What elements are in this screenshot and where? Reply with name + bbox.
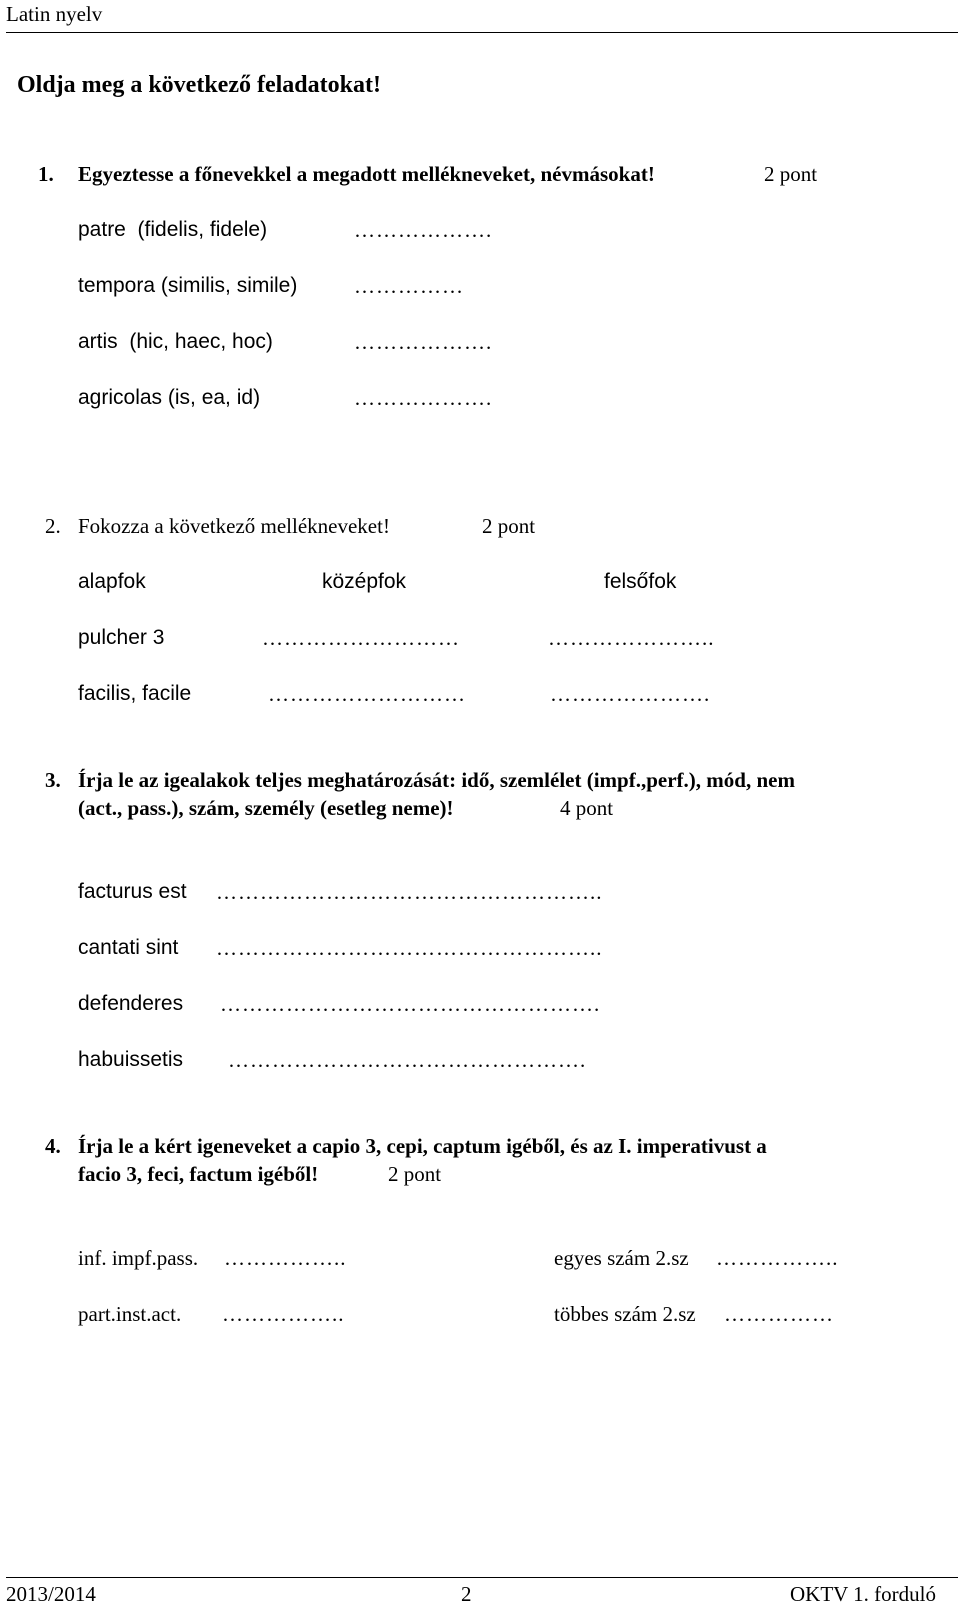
q2-superlative-blank[interactable]: ………………….. xyxy=(548,626,715,650)
q1-row-label: patre (fidelis, fidele) xyxy=(78,218,268,241)
column-header-kozepfok: középfok xyxy=(322,570,407,593)
question-3-points: 4 pont xyxy=(560,796,614,820)
question-1-text: Egyeztesse a főnevekkel a megadott mellékneveket, névmásokat! xyxy=(78,162,655,186)
question-2-points: 2 pont xyxy=(482,514,536,538)
question-1-number: 1. xyxy=(38,162,54,186)
question-4-number: 4. xyxy=(45,1134,61,1158)
q3-row-label: facturus est xyxy=(78,880,187,903)
q2-row-label: facilis, facile xyxy=(78,682,192,705)
question-1-points: 2 pont xyxy=(764,162,818,186)
header-rule xyxy=(6,32,958,33)
q1-answer-blank[interactable]: ………………. xyxy=(354,218,493,242)
q4-right-label: többes szám 2.sz xyxy=(554,1302,696,1326)
page-title: Oldja meg a következő feladatokat! xyxy=(17,72,381,98)
column-header-alapfok: alapfok xyxy=(78,570,146,593)
q3-row-label: habuissetis xyxy=(78,1048,184,1071)
q2-superlative-blank[interactable]: …………………. xyxy=(550,682,711,706)
q3-row-label: cantati sint xyxy=(78,936,179,959)
q1-answer-blank[interactable]: ………………. xyxy=(354,386,493,410)
q4-right-blank[interactable]: …………… xyxy=(724,1302,834,1326)
q4-left-blank[interactable]: …………….. xyxy=(222,1302,345,1326)
footer-competition: OKTV 1. forduló xyxy=(789,1582,936,1606)
question-2-text: Fokozza a következő mellékneveket! xyxy=(78,514,390,538)
footer-rule xyxy=(6,1577,958,1578)
q3-answer-blank[interactable]: …………………………………………….. xyxy=(216,880,603,904)
q4-left-label: inf. impf.pass. xyxy=(78,1246,199,1270)
q2-row-label: pulcher 3 xyxy=(78,626,165,649)
q1-row-label: agricolas (is, ea, id) xyxy=(78,386,261,409)
footer-year: 2013/2014 xyxy=(6,1582,96,1606)
q1-answer-blank[interactable]: …………… xyxy=(354,274,464,298)
footer-page-number: 2 xyxy=(461,1582,472,1606)
question-3-text-line-2: (act., pass.), szám, személy (esetleg neme)! xyxy=(78,796,454,820)
q4-left-label: part.inst.act. xyxy=(78,1302,182,1326)
question-4-points: 2 pont xyxy=(388,1162,442,1186)
q3-answer-blank[interactable]: …………………………………………. xyxy=(228,1048,587,1072)
question-4-text-line-2: facio 3, feci, factum igéből! xyxy=(78,1162,319,1186)
q2-comparative-blank[interactable]: ……………………… xyxy=(268,682,466,706)
q4-right-label: egyes szám 2.sz xyxy=(554,1246,689,1270)
q3-answer-blank[interactable]: …………………………………………….. xyxy=(216,936,603,960)
column-header-felsofok: felsőfok xyxy=(604,570,677,593)
q3-row-label: defenderes xyxy=(78,992,184,1015)
q1-row-label: tempora (similis, simile) xyxy=(78,274,298,297)
q3-answer-blank[interactable]: ……………………………………………. xyxy=(220,992,601,1016)
q1-answer-blank[interactable]: ………………. xyxy=(354,330,493,354)
question-2-number: 2. xyxy=(45,514,61,538)
question-3-text-line-1: Írja le az igealakok teljes meghatározását: idő, szemlélet (impf.,perf.), mód, nem xyxy=(78,768,795,792)
q2-comparative-blank[interactable]: ……………………… xyxy=(262,626,460,650)
question-4-text-line-1: Írja le a kért igeneveket a capio 3, cepi, captum igéből, és az I. imperativust a xyxy=(78,1134,767,1158)
page-header-subject: Latin nyelv xyxy=(6,2,103,26)
q4-left-blank[interactable]: …………….. xyxy=(224,1246,347,1270)
question-3-number: 3. xyxy=(45,768,61,792)
q1-row-label: artis (hic, haec, hoc) xyxy=(78,330,273,353)
q4-right-blank[interactable]: …………….. xyxy=(716,1246,839,1270)
